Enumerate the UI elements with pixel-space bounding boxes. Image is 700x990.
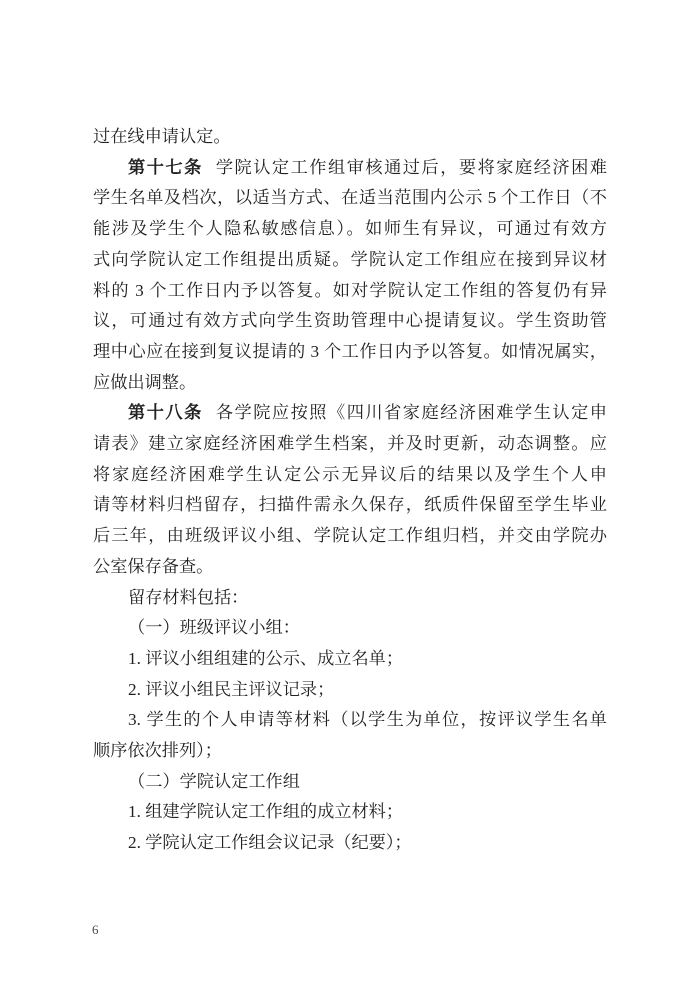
text-line: 应做出调整。 — [93, 372, 197, 392]
text-line: 请等材料归档留存，扫描件需永久保存，纸质件保留至学生毕业 — [93, 495, 607, 515]
text-line: 学生名单及档次，以适当方式、在适当范围内公示 5 个工作日（不 — [93, 188, 607, 208]
text-line: 过在线申请认定。 — [93, 127, 231, 146]
text-line: 料的 3 个工作日内予以答复。如对学院认定工作组的答复仍有异 — [93, 280, 607, 300]
text-line: 第十七条 学院认定工作组审核通过后，要将家庭经济困难 — [128, 157, 607, 177]
text-line: 理中心应在接到复议提请的 3 个工作日内予以答复。如情况属实， — [93, 341, 607, 361]
text-line: 3. 学生的个人申请等材料（以学生为单位，按评议学生名单 — [128, 710, 607, 730]
text-line: 第十八条 各学院应按照《四川省家庭经济困难学生认定申 — [128, 403, 607, 423]
text-line: 2. 评议小组民主评议记录； — [128, 679, 335, 699]
text-line: （二）学院认定工作组 — [128, 771, 300, 791]
document-body — [93, 122, 607, 859]
text-line: 将家庭经济困难学生认定公示无异议后的结果以及学生个人申 — [93, 464, 607, 484]
page-number: 6 — [92, 922, 99, 937]
text-line: 能涉及学生个人隐私敏感信息）。如师生有异议，可通过有效方 — [93, 219, 607, 239]
article-number: 第十七条 — [128, 157, 203, 177]
text-line: 式向学院认定工作组提出质疑。学院认定工作组应在接到异议材 — [93, 249, 607, 269]
text-line: （一）班级评议小组： — [128, 618, 300, 638]
text-line: 1. 评议小组组建的公示、成立名单； — [128, 648, 404, 668]
text-line: 议，可通过有效方式向学生资助管理中心提请复议。学生资助管 — [93, 311, 607, 331]
text-line: 留存材料包括： — [128, 587, 249, 607]
text-line: 顺序依次排列）； — [93, 741, 222, 761]
text-line: 后三年，由班级评议小组、学院认定工作组归档，并交由学院办 — [93, 526, 607, 546]
text-line: 2. 学院认定工作组会议记录（纪要）； — [128, 833, 412, 853]
text-line: 请表》建立家庭经济困难学生档案，并及时更新，动态调整。应 — [93, 434, 607, 454]
text-line: 公室保存备查。 — [93, 556, 214, 576]
text-line: 1. 组建学院认定工作组的成立材料； — [128, 802, 404, 822]
article-number: 第十八条 — [128, 403, 203, 423]
